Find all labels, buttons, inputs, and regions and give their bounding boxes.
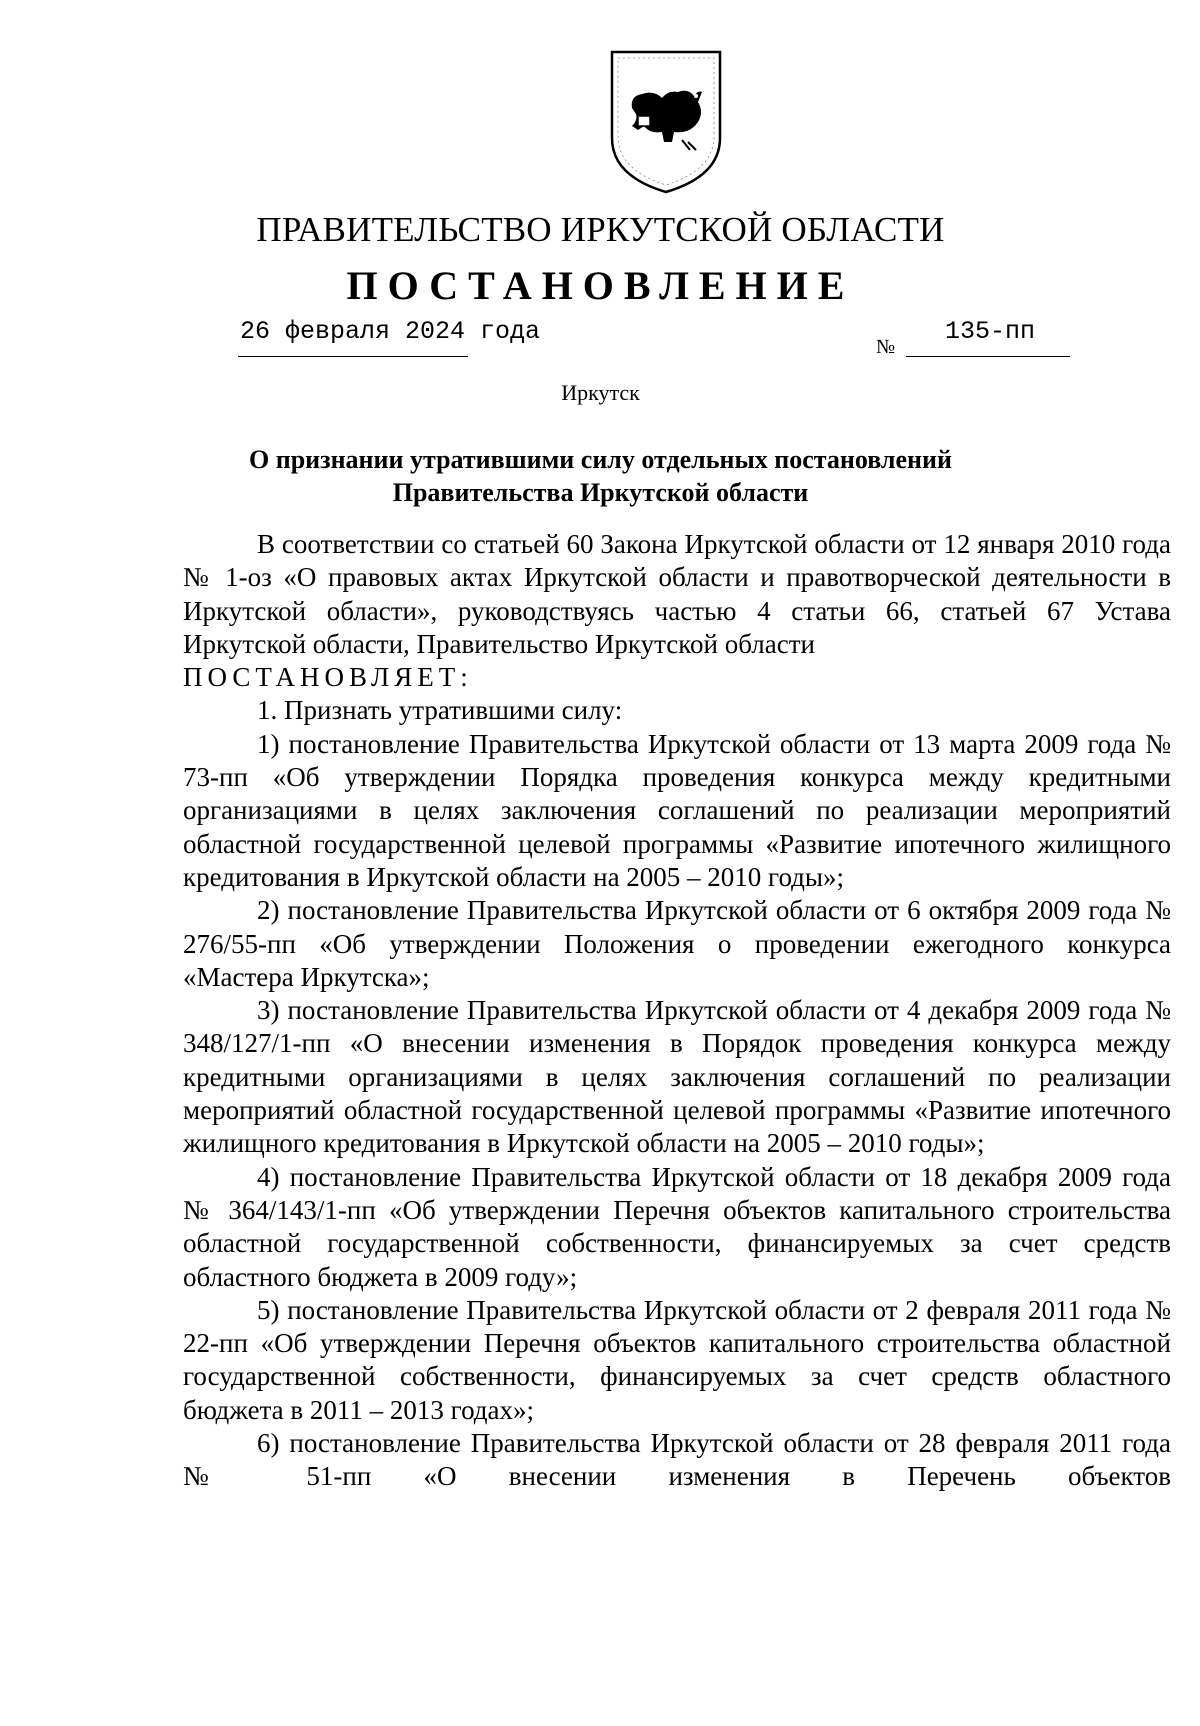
- document-type: ПОСТАНОВЛЕНИЕ: [346, 263, 855, 308]
- coat-of-arms-emblem: [598, 46, 734, 196]
- title-line-2: Правительства Иркутской области: [392, 478, 809, 507]
- clause-1: 1. Признать утратившими силу:: [257, 695, 623, 726]
- document-number: 135-пп: [945, 317, 1036, 346]
- city: Иркутск: [561, 380, 640, 405]
- number-underline: [906, 356, 1070, 357]
- number-sign: №: [876, 336, 896, 358]
- document-date: 26 февраля 2024 года: [240, 317, 541, 346]
- list-item: 5) постановление Правительства Иркутской области от 2 февраля 2011 года № 22-пп «Об утверждении Перечня объектов капитального строительства областной государственной собственности, финансируемых за счет средств областного бюджета в 2011 – 2013 годах»;: [183, 1294, 1171, 1425]
- list-item: 1) постановление Правительства Иркутской области от 13 марта 2009 года № 73-пп «Об утверждении Порядка проведения конкурса между кредитными организациями в целях заключения соглашений по реализации мероприятий областной государственной целевой программы «Развитие ипотечного жилищного кредитования в Иркутской области на 2005 – 2010 годы»;: [183, 728, 1171, 892]
- preamble-paragraph: В соответствии со статьей 60 Закона Иркутской области от 12 января 2010 года № 1-оз «О правовых актах Иркутской области и правотворческой деятельности в Иркутской области», руководствуясь частью 4 статьи 66, статьей 67 Устава Иркутской области, Правительство Иркутской области: [183, 529, 1171, 659]
- government-name: ПРАВИТЕЛЬСТВО ИРКУТСКОЙ ОБЛАСТИ: [256, 210, 945, 249]
- title-line-1: О признании утратившими силу отдельных постановлений: [248, 445, 952, 474]
- document-title: [0, 443, 1200, 509]
- list-item: 2) постановление Правительства Иркутской области от 6 октября 2009 года № 276/55-пп «Об утверждении Положения о проведении ежегодного конкурса «Мастера Иркутска»;: [183, 895, 1171, 992]
- resolves-word: ПОСТАНОВЛЯЕТ:: [183, 662, 473, 693]
- document-body: [183, 528, 1171, 1494]
- list-item: 3) постановление Правительства Иркутской области от 4 декабря 2009 года № 348/127/1-пп «О внесении изменения в Порядок проведения конкурса между кредитными организациями в целях заключения соглашений по реализации мероприятий областной государственной целевой программы «Развитие ипотечного жилищного кредитования в Иркутской области на 2005 – 2010 годы»;: [183, 995, 1171, 1159]
- list-item: 4) постановление Правительства Иркутской области от 18 декабря 2009 года № 364/143/1-пп «Об утверждении Перечня объектов капитального строительства областной государственной собственности, финансируемых за счет средств областного бюджета в 2009 году»;: [183, 1161, 1171, 1292]
- list-item: 6) постановление Правительства Иркутской области от 28 февраля 2011 года № 51-пп «О внесении изменения в Перечень объектов: [183, 1428, 1171, 1492]
- date-underline: [238, 356, 468, 357]
